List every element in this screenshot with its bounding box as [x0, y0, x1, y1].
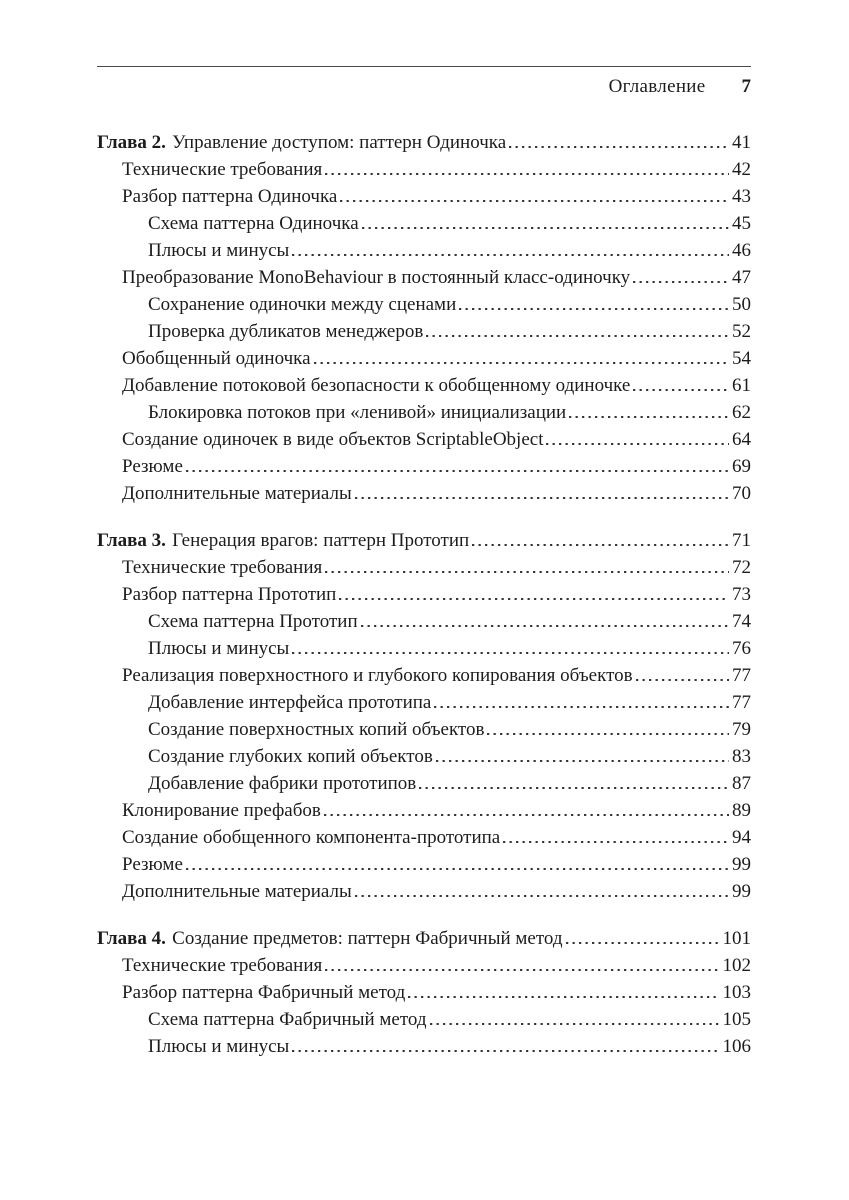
toc-entry-page: 79	[732, 719, 751, 740]
dot-leader	[339, 598, 729, 600]
toc-entry-page: 62	[732, 402, 751, 423]
toc-entry-title: Проверка дубликатов менеджеров	[148, 321, 424, 342]
dot-leader	[186, 868, 729, 870]
dot-leader	[325, 173, 729, 175]
toc-entry-title: Дополнительные материалы	[122, 483, 352, 504]
toc-entry-title: Создание обобщенного компонента-прототипа	[122, 827, 501, 848]
toc-entry	[97, 372, 751, 399]
dot-leader	[459, 308, 729, 310]
toc-entry-page: 76	[732, 638, 751, 659]
toc-entry-page: 73	[732, 584, 751, 605]
dot-leader	[633, 389, 729, 391]
toc-entry	[97, 345, 751, 372]
dot-leader	[566, 942, 720, 944]
dot-leader	[509, 146, 729, 148]
toc-entry-page: 94	[732, 827, 751, 848]
dot-leader	[408, 996, 719, 998]
toc-entry-page: 54	[732, 348, 751, 369]
toc-entry-title: Разбор паттерна Прототип	[122, 584, 337, 605]
toc-entry	[97, 770, 751, 797]
toc-entry-title: Плюсы и минусы	[148, 1036, 290, 1057]
toc-entry-title: Генерация врагов: паттерн Прототип	[172, 530, 470, 551]
dot-leader	[472, 544, 729, 546]
dot-leader	[355, 895, 729, 897]
toc-entry	[97, 689, 751, 716]
toc-entry-title: Создание одиночек в виде объектов ScriptableObject	[122, 429, 544, 450]
dot-leader	[340, 200, 729, 202]
toc-entry-title: Разбор паттерна Фабричный метод	[122, 982, 406, 1003]
toc-entry	[97, 453, 751, 480]
toc-entry-title: Блокировка потоков при «ленивой» инициализации	[148, 402, 567, 423]
toc-entry	[97, 291, 751, 318]
toc-entry-title: Плюсы и минусы	[148, 638, 290, 659]
page-header	[97, 66, 751, 98]
toc-entry-page: 106	[722, 1036, 751, 1057]
toc-entry	[97, 129, 751, 156]
toc-entry	[97, 527, 751, 554]
page-number: 7	[741, 76, 751, 97]
toc-entry-page: 105	[722, 1009, 751, 1030]
toc-entry-page: 77	[732, 692, 751, 713]
toc-entry	[97, 237, 751, 264]
dot-leader	[325, 571, 729, 573]
toc-entry-page: 45	[732, 213, 751, 234]
toc-entry	[97, 581, 751, 608]
toc-entry-prefix: Глава 4.	[97, 928, 166, 949]
running-head: Оглавление	[608, 76, 706, 97]
toc-entry	[97, 183, 751, 210]
toc-entry-page: 72	[732, 557, 751, 578]
dot-leader	[487, 733, 729, 735]
toc-entry-title: Клонирование префабов	[122, 800, 321, 821]
toc-entry	[97, 952, 751, 979]
toc-entry-title: Создание предметов: паттерн Фабричный метод	[172, 928, 563, 949]
dot-leader	[633, 281, 729, 283]
toc-entry	[97, 797, 751, 824]
toc-entry	[97, 1006, 751, 1033]
dot-leader	[355, 497, 729, 499]
toc-entry	[97, 426, 751, 453]
toc-entry	[97, 635, 751, 662]
dot-leader	[292, 1050, 719, 1052]
toc-entry-title: Создание глубоких копий объектов	[148, 746, 433, 767]
toc-entry	[97, 608, 751, 635]
toc-entry-title: Добавление интерфейса прототипа	[148, 692, 432, 713]
toc-entry	[97, 662, 751, 689]
dot-leader	[186, 470, 729, 472]
dot-leader	[436, 760, 729, 762]
toc-entry	[97, 554, 751, 581]
toc-entry-page: 102	[722, 955, 751, 976]
toc-entry-page: 50	[732, 294, 751, 315]
toc-entry-page: 99	[732, 881, 751, 902]
toc-entry-title: Резюме	[122, 456, 183, 477]
dot-leader	[292, 254, 729, 256]
toc-entry-page: 87	[732, 773, 751, 794]
toc-entry	[97, 156, 751, 183]
toc-entry-page: 70	[732, 483, 751, 504]
toc-entry-page: 47	[732, 267, 751, 288]
toc-entry	[97, 264, 751, 291]
toc-entry-prefix: Глава 3.	[97, 530, 166, 551]
toc-list	[97, 129, 751, 1060]
toc-entry	[97, 925, 751, 952]
toc-entry-page: 71	[732, 530, 751, 551]
dot-leader	[426, 335, 729, 337]
toc-entry-title: Сохранение одиночки между сценами	[148, 294, 457, 315]
toc-entry-page: 89	[732, 800, 751, 821]
toc-entry-page: 61	[732, 375, 751, 396]
toc-entry-page: 83	[732, 746, 751, 767]
dot-leader	[503, 841, 729, 843]
toc-entry	[97, 716, 751, 743]
toc-entry-page: 43	[732, 186, 751, 207]
toc-entry-title: Схема паттерна Прототип	[148, 611, 358, 632]
dot-leader	[362, 227, 729, 229]
toc-entry-title: Создание поверхностных копий объектов	[148, 719, 485, 740]
toc-entry	[97, 480, 751, 507]
toc-entry	[97, 318, 751, 345]
toc-entry-page: 42	[732, 159, 751, 180]
toc-entry	[97, 878, 751, 905]
dot-leader	[636, 679, 729, 681]
toc-entry	[97, 979, 751, 1006]
toc-entry-page: 99	[732, 854, 751, 875]
toc-entry-page: 46	[732, 240, 751, 261]
toc-entry-title: Разбор паттерна Одиночка	[122, 186, 338, 207]
toc-entry-title: Дополнительные материалы	[122, 881, 352, 902]
toc-entry-title: Управление доступом: паттерн Одиночка	[172, 132, 507, 153]
toc-entry	[97, 743, 751, 770]
dot-leader	[430, 1023, 720, 1025]
toc-entry-page: 69	[732, 456, 751, 477]
toc-entry-title: Добавление фабрики прототипов	[148, 773, 417, 794]
toc-entry	[97, 1033, 751, 1060]
dot-leader	[361, 625, 729, 627]
toc-entry-title: Плюсы и минусы	[148, 240, 290, 261]
toc-entry-page: 101	[722, 928, 751, 949]
toc-entry-page: 103	[722, 982, 751, 1003]
toc-entry-title: Технические требования	[122, 557, 323, 578]
toc-entry-title: Реализация поверхностного и глубокого копирования объектов	[122, 665, 633, 686]
toc-entry-page: 77	[732, 665, 751, 686]
dot-leader	[419, 787, 729, 789]
toc-entry-prefix: Глава 2.	[97, 132, 166, 153]
dot-leader	[569, 416, 729, 418]
toc-entry-title: Схема паттерна Одиночка	[148, 213, 359, 234]
toc-entry-page: 41	[732, 132, 751, 153]
toc-entry-title: Схема паттерна Фабричный метод	[148, 1009, 427, 1030]
toc-entry-title: Преобразование MonoBehaviour в постоянный класс-одиночку	[122, 267, 631, 288]
toc-entry-page: 74	[732, 611, 751, 632]
dot-leader	[292, 652, 729, 654]
toc-entry	[97, 851, 751, 878]
toc-entry	[97, 824, 751, 851]
toc-entry-title: Добавление потоковой безопасности к обобщенному одиночке	[122, 375, 631, 396]
toc-entry	[97, 399, 751, 426]
dot-leader	[325, 969, 719, 971]
toc-entry-page: 64	[732, 429, 751, 450]
dot-leader	[434, 706, 729, 708]
toc-entry-title: Обобщенный одиночка	[122, 348, 311, 369]
toc-entry-title: Технические требования	[122, 159, 323, 180]
dot-leader	[546, 443, 729, 445]
toc-entry-title: Технические требования	[122, 955, 323, 976]
toc-entry-title: Резюме	[122, 854, 183, 875]
toc-entry	[97, 210, 751, 237]
dot-leader	[314, 362, 729, 364]
dot-leader	[324, 814, 729, 816]
toc-entry-page: 52	[732, 321, 751, 342]
